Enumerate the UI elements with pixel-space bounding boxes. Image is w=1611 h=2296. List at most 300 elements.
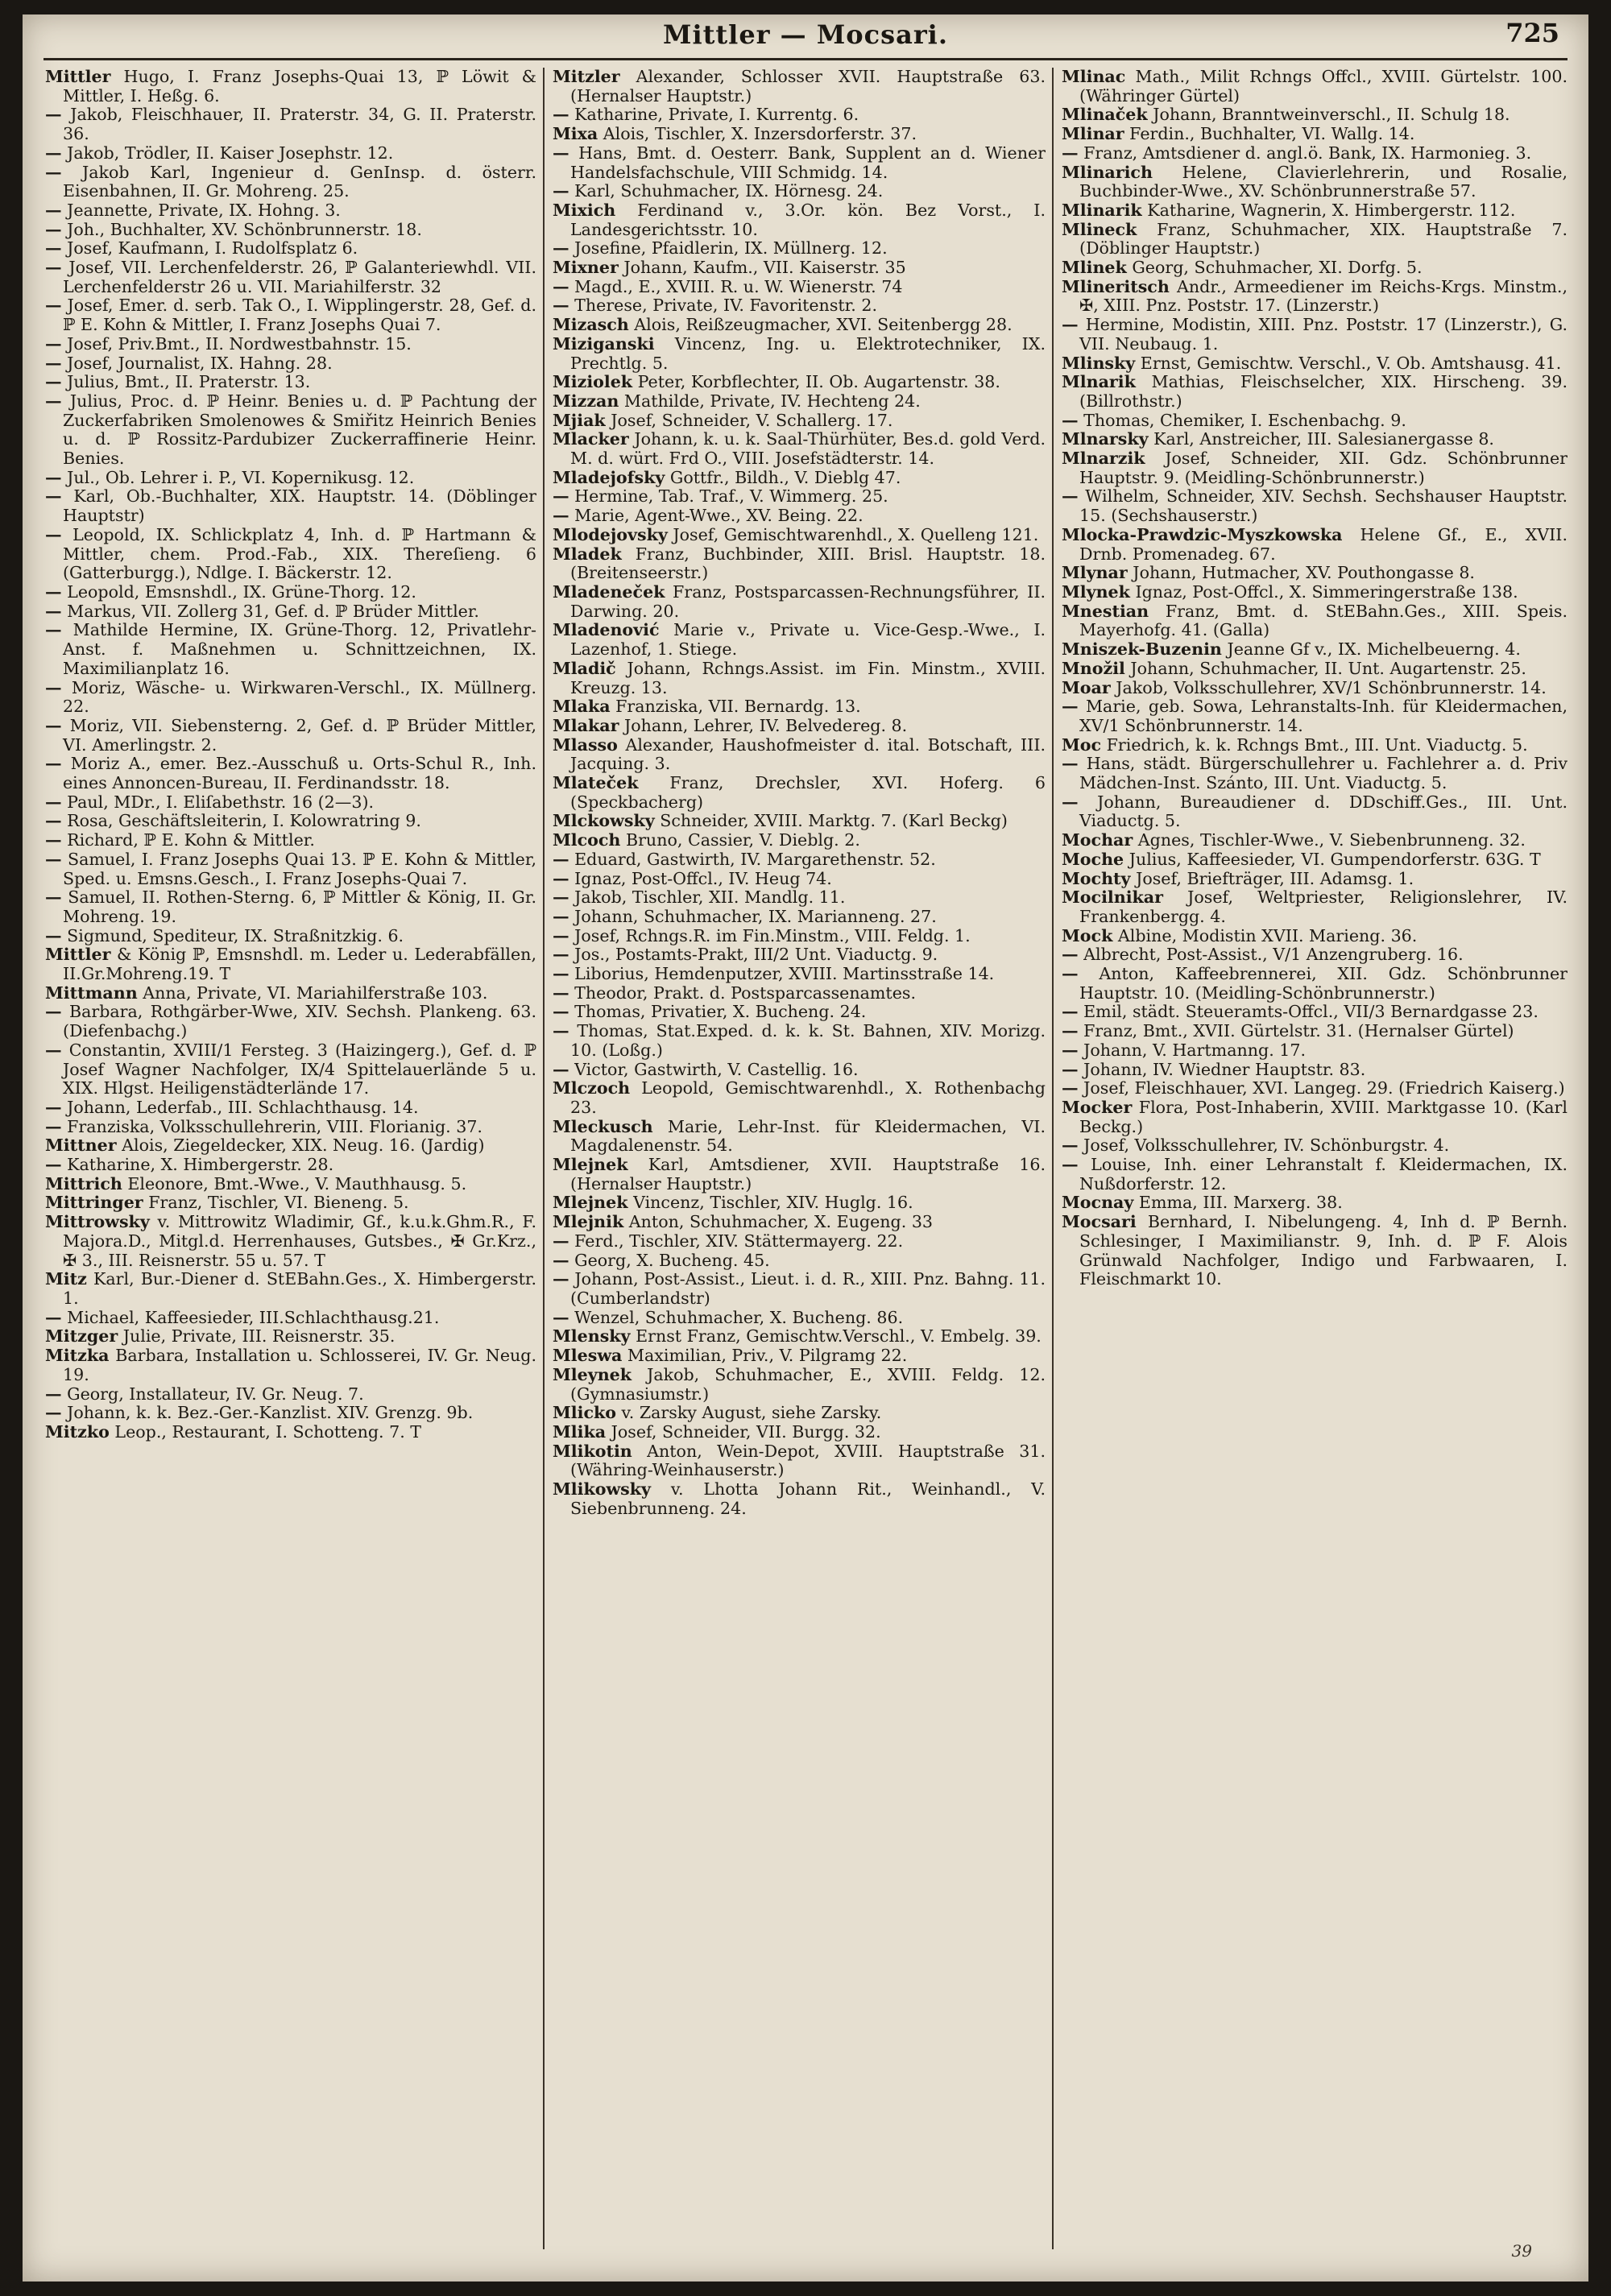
- entry-text: Maximilian, Priv., V. Pilgramg 22.: [622, 1346, 908, 1366]
- entry-text: Bernhard, I. Nibelungeng. 4, Inh d. ℙ Bernh. Schlesinger, I Maximilianstr. 9, Inh. d. ℙ F. Alois Grünwald Nachfolger, Indigo und Farbwaaren, I. Fleischmarkt 10.: [1079, 1212, 1568, 1289]
- entry-text: Moriz A., emer. Bez.-Ausschuß u. Orts-Schul R., Inh. eines Annoncen-Bureau, II. Ferdinandsstr. 18.: [61, 754, 536, 793]
- directory-entry: [45, 812, 536, 831]
- directory-entry: [45, 335, 536, 354]
- directory-entry: [553, 583, 1046, 621]
- entry-text: v. Mittrowitz Wladimir, Gf., k.u.k.Ghm.R., F. Majora.D., Mitgl.d. Herrenhauses, Gutsbes., ✠ Gr.Krz., ✠ 3., III. Reisnerstr. 55 u. 57. T: [63, 1212, 536, 1270]
- entry-text: Johann, Schuhmacher, II. Unt. Augartenstr. 25.: [1124, 658, 1526, 678]
- entry-text: Magd., E., XVIII. R. u. W. Wienerstr. 74: [569, 276, 903, 296]
- entry-text: Josef, VII. Lerchenfelderstr. 26, ℙ Galanteriewhdl. VII. Lerchenfelderstr 26 u. VII. Mariahilferstr. 32: [61, 258, 536, 296]
- entry-text: Jakob Karl, Ingenieur d. GenInsp. d. österr. Eisenbahnen, II. Gr. Mohreng. 25.: [61, 162, 536, 201]
- directory-entry: [553, 105, 1046, 125]
- entry-text: Franziska, Volksschullehrerin, VIII. Florianig. 37.: [61, 1116, 482, 1136]
- directory-entry: [553, 1270, 1046, 1308]
- entry-text: Anton, Schuhmacher, X. Eugeng. 33: [623, 1212, 934, 1232]
- entry-headword: Mlakar: [553, 715, 619, 735]
- directory-entry: [1062, 965, 1568, 1003]
- directory-entry: [1062, 221, 1568, 259]
- entry-headword: —: [1062, 1059, 1079, 1079]
- entry-headword: Mleswa: [553, 1346, 623, 1366]
- directory-entry: [1062, 755, 1568, 792]
- entry-text: Wilhelm, Schneider, XIV. Sechsh. Sechshauser Hauptstr. 15. (Sechshauserstr.): [1078, 486, 1568, 526]
- entry-headword: —: [45, 162, 62, 182]
- directory-entry: [45, 354, 536, 374]
- directory-entry: [45, 583, 536, 602]
- entry-headword: —: [45, 715, 62, 735]
- column-divider: [543, 68, 545, 2249]
- directory-entry: [1062, 526, 1568, 564]
- directory-entry: [1062, 1156, 1568, 1194]
- directory-entry: [45, 296, 536, 334]
- entry-text: Theodor, Prakt. d. Postsparcassenamtes.: [569, 983, 917, 1003]
- entry-text: Marie v., Private u. Vice-Gesp.-Wwe., I. Lazenhof, 1. Stiege.: [570, 620, 1046, 660]
- directory-entry: [45, 221, 536, 240]
- directory-entry: [553, 412, 1046, 431]
- entry-text: Moriz, Wäsche- u. Wirkwaren-Verschl., IX. Müllnerg. 22.: [61, 677, 536, 717]
- entry-text: Franz, Postsparcassen-Rechnungsführer, II. Darwing. 20.: [570, 581, 1046, 621]
- entry-text: Mathias, Fleischselcher, XIX. Hirscheng. 39. (Billrothstr.): [1079, 372, 1568, 411]
- directory-entry: [45, 105, 536, 143]
- entry-text: v. Zarsky August, siehe Zarsky.: [616, 1403, 882, 1423]
- directory-entry: [553, 660, 1046, 697]
- entry-text: Franz, Bmt. d. StEBahn.Ges., XIII. Speis. Mayerhofg. 41. (Galla): [1079, 601, 1568, 640]
- entry-headword: Mlcoch: [553, 830, 621, 850]
- entry-text: Anton, Wein-Depot, XVIII. Hauptstraße 31. (Währing-Weinhauserstr.): [570, 1441, 1046, 1480]
- entry-text: Helene, Clavierlehrerin, und Rosalie, Buchbinder-Wwe., XV. Schönbrunnerstraße 57.: [1079, 162, 1568, 201]
- directory-entry: [45, 888, 536, 926]
- entry-text: Karl, Schuhmacher, IX. Hörnesg. 24.: [569, 181, 884, 201]
- entry-headword: Mlinaček: [1062, 105, 1148, 125]
- entry-headword: Mlejnek: [553, 1155, 628, 1175]
- entry-headword: —: [45, 1403, 62, 1423]
- directory-entry: [45, 201, 536, 221]
- directory-entry: [45, 793, 536, 813]
- entry-headword: —: [1062, 486, 1079, 507]
- entry-headword: Moc: [1062, 734, 1102, 755]
- entry-text: Franz, Tischler, VI. Bieneng. 5.: [143, 1193, 409, 1213]
- entry-text: Hermine, Modistin, XIII. Pnz. Poststr. 17 (Linzerstr.), G. VII. Neubaug. 1.: [1078, 315, 1568, 354]
- entry-text: Johann, Schuhmacher, IX. Marianneng. 27.: [569, 906, 937, 926]
- directory-entry: [45, 1423, 536, 1442]
- entry-headword: Mlineritsch: [1062, 276, 1170, 296]
- entry-headword: Moar: [1062, 677, 1111, 697]
- entry-text: Samuel, II. Rothen-Sterng. 6, ℙ Mittler & König, II. Gr. Mohreng. 19.: [61, 887, 536, 926]
- directory-entry: [1062, 1098, 1568, 1136]
- directory-entry: [1062, 660, 1568, 679]
- directory-entry: [45, 1136, 536, 1156]
- entry-text: Katharine, Private, I. Kurrentg. 6.: [569, 105, 859, 125]
- entry-text: Georg, X. Bucheng. 45.: [569, 1250, 770, 1270]
- entry-text: Jakob, Trödler, II. Kaiser Josephstr. 12.: [61, 143, 394, 163]
- entry-text: Johann, Lehrer, IV. Belvedereg. 8.: [619, 715, 908, 735]
- directory-entry: [553, 296, 1046, 316]
- entry-headword: —: [553, 181, 569, 201]
- column-divider: [1052, 68, 1054, 2249]
- entry-text: Franz, Bmt., XVII. Gürtelstr. 31. (Hernalser Gürtel): [1078, 1021, 1514, 1041]
- entry-headword: —: [553, 1269, 569, 1289]
- entry-headword: Mlasso: [553, 734, 618, 755]
- directory-entry: [553, 945, 1046, 965]
- directory-column-3: [1062, 68, 1568, 2232]
- directory-entry: [45, 1098, 536, 1118]
- entry-headword: —: [45, 925, 62, 945]
- entry-text: Josef, Weltpriester, Religionslehrer, IV. Frankenbergg. 4.: [1079, 887, 1568, 926]
- directory-entry: [1062, 1041, 1568, 1061]
- entry-headword: —: [45, 887, 62, 908]
- entry-headword: —: [45, 620, 62, 640]
- directory-entry: [45, 1003, 536, 1040]
- entry-text: Julius, Kaffeesieder, VI. Gumpendorferstr. 63G. T: [1124, 849, 1541, 869]
- directory-entry: [553, 1442, 1046, 1480]
- directory-entry: [1062, 1079, 1568, 1098]
- entry-text: Franz, Drechsler, XVI. Hoferg. 6 (Speckbacherg): [570, 773, 1046, 812]
- entry-headword: —: [1062, 1040, 1079, 1060]
- entry-text: Franz, Amtsdiener d. angl.ö. Bank, IX. Harmonieg. 3.: [1078, 143, 1532, 163]
- directory-entry: [1062, 850, 1568, 870]
- entry-headword: —: [553, 1250, 569, 1270]
- entry-headword: —: [45, 296, 62, 316]
- directory-entry: [553, 239, 1046, 259]
- directory-entry: [1062, 354, 1568, 374]
- directory-entry: [1062, 125, 1568, 144]
- directory-entry: [45, 373, 536, 392]
- directory-entry: [45, 1347, 536, 1384]
- directory-entry: [1062, 144, 1568, 163]
- entry-text: Rosa, Geschäftsleiterin, I. Kolowratring 9.: [61, 811, 421, 831]
- entry-headword: Mixich: [553, 200, 616, 220]
- entry-headword: —: [553, 486, 569, 507]
- entry-text: Jeanne Gf v., IX. Michelbeuerng. 4.: [1221, 639, 1521, 660]
- entry-text: Josefine, Pfaidlerin, IX. Müllnerg. 12.: [569, 238, 888, 259]
- directory-entry: [45, 602, 536, 622]
- entry-headword: Mjiak: [553, 410, 606, 430]
- entry-headword: Mlikowsky: [553, 1479, 652, 1500]
- entry-headword: —: [45, 677, 62, 697]
- footer-mark: 39: [1511, 2241, 1532, 2261]
- entry-text: Franz, Schuhmacher, XIX. Hauptstraße 7. (Döblinger Hauptstr.): [1079, 219, 1568, 259]
- entry-headword: Mlaka: [553, 697, 611, 717]
- entry-text: Johann, k. u. k. Saal-Thürhüter, Bes.d. gold Verd. M. d. würt. Frd O., VIII. Josefstädterstr. 14.: [570, 429, 1046, 469]
- directory-entry: [45, 1385, 536, 1404]
- directory-entry: [553, 182, 1046, 201]
- entry-text: Barbara, Installation u. Schlosserei, IV. Gr. Neug. 19.: [63, 1346, 536, 1384]
- entry-headword: —: [1062, 792, 1079, 812]
- entry-headword: Mleynek: [553, 1364, 632, 1384]
- page-number: 725: [1505, 18, 1559, 48]
- entry-headword: Mlynar: [1062, 563, 1128, 583]
- entry-headword: Mlczoch: [553, 1078, 631, 1098]
- entry-headword: Mlckowsky: [553, 811, 655, 831]
- entry-headword: Mlinarik: [1062, 200, 1142, 220]
- directory-entry: [553, 850, 1046, 870]
- directory-entry: [553, 1213, 1046, 1232]
- entry-text: Georg, Schuhmacher, XI. Dorfg. 5.: [1126, 258, 1423, 278]
- entry-text: Joh., Buchhalter, XV. Schönbrunnerstr. 18.: [61, 219, 422, 239]
- directory-entry: [553, 259, 1046, 278]
- entry-text: Karl, Anstreicher, III. Salesianergasse 8.: [1148, 429, 1494, 449]
- directory-entry: [1062, 640, 1568, 660]
- entry-headword: —: [45, 792, 62, 812]
- entry-headword: Mlateček: [553, 773, 639, 793]
- directory-entry: [1062, 487, 1568, 525]
- entry-text: Marie, Agent-Wwe., XV. Being. 22.: [569, 506, 863, 526]
- entry-headword: —: [1062, 1021, 1079, 1041]
- entry-headword: —: [1062, 1155, 1079, 1175]
- directory-entry: [45, 1213, 536, 1270]
- directory-entry: [45, 1118, 536, 1137]
- directory-column-1: [45, 68, 536, 2232]
- entry-headword: Mitzka: [45, 1346, 110, 1366]
- entry-headword: Mlensky: [553, 1326, 631, 1347]
- directory-entry: [553, 1118, 1046, 1156]
- entry-headword: —: [45, 391, 62, 411]
- entry-headword: —: [553, 1002, 569, 1022]
- directory-entry: [45, 945, 536, 983]
- entry-headword: Mlinsky: [1062, 353, 1136, 373]
- entry-headword: —: [45, 486, 62, 507]
- directory-entry: [553, 469, 1046, 488]
- entry-headword: Mlocka-Prawdzic-Myszkowska: [1062, 524, 1343, 544]
- directory-entry: [45, 469, 536, 488]
- entry-text: Anton, Kaffeebrennerei, XII. Gdz. Schönbrunner Hauptstr. 10. (Meidling-Schönbrunnerstr.): [1078, 964, 1568, 1003]
- entry-headword: Mniszek-Buzenin: [1062, 639, 1222, 660]
- entry-text: Josef, Schneider, XII. Gdz. Schönbrunner Hauptstr. 9. (Meidling-Schönbrunnerstr.): [1079, 449, 1568, 487]
- entry-headword: Mlynek: [1062, 581, 1130, 602]
- directory-entry: [553, 1194, 1046, 1213]
- entry-headword: Mlacker: [553, 429, 629, 449]
- entry-headword: —: [45, 601, 62, 621]
- directory-entry: [553, 1061, 1046, 1080]
- entry-text: Emil, städt. Steueramts-Offcl., VII/3 Bernardgasse 23.: [1078, 1002, 1539, 1022]
- entry-text: Wenzel, Schuhmacher, X. Bucheng. 86.: [569, 1307, 904, 1327]
- entry-text: Alois, Tischler, X. Inzersdorferstr. 37.: [598, 124, 917, 144]
- directory-entry: [1062, 373, 1568, 411]
- directory-entry: [1062, 278, 1568, 316]
- directory-entry: [45, 1327, 536, 1347]
- entry-text: Johann, Hutmacher, XV. Pouthongasse 8.: [1127, 563, 1475, 583]
- entry-text: Thomas, Chemiker, I. Eschenbachg. 9.: [1078, 410, 1406, 430]
- directory-entry: [1062, 564, 1568, 583]
- entry-headword: —: [45, 1002, 62, 1022]
- directory-entry: [45, 392, 536, 469]
- directory-entry: [1062, 583, 1568, 602]
- entry-headword: Mlinac: [1062, 68, 1126, 86]
- directory-entry: [1062, 1003, 1568, 1022]
- entry-headword: —: [1062, 754, 1079, 774]
- entry-headword: —: [45, 353, 62, 373]
- entry-headword: Mittner: [45, 1136, 117, 1156]
- directory-entry: [553, 1309, 1046, 1328]
- entry-headword: Mlikotin: [553, 1441, 632, 1461]
- directory-entry: [1062, 1061, 1568, 1080]
- entry-headword: —: [45, 811, 62, 831]
- entry-headword: Mlinek: [1062, 258, 1127, 278]
- entry-headword: —: [553, 1231, 569, 1251]
- directory-entry: [45, 144, 536, 163]
- directory-entry: [553, 430, 1046, 468]
- directory-entry: [1062, 316, 1568, 354]
- entry-headword: —: [1062, 964, 1079, 984]
- directory-entry: [553, 545, 1046, 583]
- entry-text: Thomas, Stat.Exped. d. k. k. St. Bahnen, XIV. Morizg. 10. (Loßg.): [569, 1021, 1046, 1060]
- entry-headword: —: [45, 754, 62, 774]
- entry-headword: —: [45, 1155, 62, 1175]
- entry-headword: —: [553, 276, 569, 296]
- entry-text: Georg, Installateur, IV. Gr. Neug. 7.: [61, 1384, 364, 1404]
- entry-headword: —: [1062, 410, 1079, 430]
- entry-text: Karl, Ob.-Buchhalter, XIX. Hauptstr. 14. (Döblinger Hauptstr): [61, 486, 536, 526]
- entry-text: Jakob, Volksschullehrer, XV/1 Schönbrunnerstr. 14.: [1110, 677, 1547, 697]
- entry-text: Alois, Reißzeugmacher, XVI. Seitenbergg 28.: [628, 315, 1013, 335]
- directory-entry: [45, 679, 536, 717]
- directory-entry: [1062, 412, 1568, 431]
- entry-headword: —: [45, 1384, 62, 1404]
- entry-text: Johann, IV. Wiedner Hauptstr. 83.: [1078, 1059, 1366, 1079]
- entry-headword: Mittringer: [45, 1193, 143, 1213]
- entry-text: Johann, Bureaudiener d. DDschiff.Ges., III. Unt. Viaductg. 5.: [1078, 792, 1568, 831]
- entry-text: Leopold, Gemischtwarenhdl., X. Rothenbachg 23.: [570, 1078, 1046, 1117]
- entry-headword: —: [1062, 1078, 1079, 1098]
- directory-entry: [45, 526, 536, 583]
- entry-headword: Mlejnik: [553, 1212, 624, 1232]
- directory-entry: [553, 1022, 1046, 1060]
- entry-headword: Mlejnek: [553, 1193, 628, 1213]
- entry-text: Josef, Kaufmann, I. Rudolfsplatz 6.: [61, 238, 358, 259]
- entry-headword: Mlinar: [1062, 124, 1124, 144]
- entry-text: Ignaz, Post-Offcl., X. Simmeringerstraße 138.: [1129, 581, 1518, 602]
- entry-text: Schneider, XVIII. Marktg. 7. (Karl Beckg): [654, 811, 1008, 831]
- directory-entry: [553, 335, 1046, 373]
- entry-text: Moriz, VII. Siebensterng. 2, Gef. d. ℙ Brüder Mittler, VI. Amerlingstr. 2.: [61, 715, 536, 755]
- directory-entry: [553, 984, 1046, 1003]
- entry-headword: Mittler: [45, 68, 111, 86]
- entry-headword: Mizzan: [553, 391, 619, 411]
- entry-text: Marie, geb. Sowa, Lehranstalts-Inh. für Kleidermachen, XV/1 Schönbrunnerstr. 14.: [1078, 697, 1568, 735]
- entry-headword: Moche: [1062, 849, 1124, 869]
- entry-headword: —: [1062, 1002, 1079, 1022]
- entry-text: Sigmund, Spediteur, IX. Straßnitzkig. 6.: [61, 925, 404, 945]
- directory-entry: [1062, 870, 1568, 889]
- entry-headword: Mladenović: [553, 620, 660, 640]
- entry-text: Johann, Lederfab., III. Schlachthausg. 14.: [61, 1097, 419, 1117]
- entry-text: Leopold, IX. Schlickplatz 4, Inh. d. ℙ Hartmann & Mittler, chem. Prod.-Fab., XIX. Thereſieng. 6 (Gatterburgg.), Ndlge. I. Bäckerstr. 12.: [61, 524, 536, 583]
- directory-entry: [45, 850, 536, 888]
- entry-text: Josef, Schneider, VII. Burgg. 32.: [606, 1421, 881, 1442]
- directory-entry: [1062, 1194, 1568, 1213]
- directory-entry: [553, 278, 1046, 297]
- entry-text: Bruno, Cassier, V. Dieblg. 2.: [620, 830, 860, 850]
- entry-headword: Mladeneček: [553, 581, 665, 602]
- entry-headword: —: [553, 506, 569, 526]
- entry-headword: —: [1062, 1136, 1079, 1156]
- entry-text: Julie, Private, III. Reisnerstr. 35.: [118, 1326, 396, 1347]
- entry-text: Markus, VII. Zollerg 31, Gef. d. ℙ Brüder Mittler.: [61, 601, 479, 621]
- entry-text: Karl, Amtsdiener, XVII. Hauptstraße 16. (Hernalser Hauptstr.): [570, 1155, 1046, 1194]
- directory-entry: [1062, 1136, 1568, 1156]
- directory-entry: [553, 908, 1046, 927]
- entry-text: Andr., Armeediener im Reichs-Krgs. Minstm., ✠, XIII. Pnz. Poststr. 17. (Linzerstr.): [1079, 276, 1568, 316]
- directory-entry: [45, 831, 536, 850]
- entry-headword: —: [553, 238, 569, 259]
- entry-text: Ferdin., Buchhalter, VI. Wallg. 14.: [1124, 124, 1415, 144]
- entry-headword: —: [553, 906, 569, 926]
- directory-entry: [553, 812, 1046, 831]
- entry-headword: —: [553, 143, 569, 163]
- entry-headword: —: [45, 143, 62, 163]
- entry-text: Karl, Bur.-Diener d. StEBahn.Ges., X. Himbergerstr. 1.: [63, 1269, 536, 1308]
- entry-headword: —: [45, 581, 62, 602]
- directory-entry: [45, 1156, 536, 1175]
- entry-text: Mathilde Hermine, IX. Grüne-Thorg. 12, Privatlehr-Anst. f. Maßnehmen u. Schnittzeichnen, IX. Maximilianplatz 16.: [61, 620, 536, 678]
- entry-headword: Mlnarik: [1062, 372, 1136, 392]
- entry-headword: Mixa: [553, 124, 598, 144]
- entry-headword: —: [553, 887, 569, 908]
- entry-headword: —: [1062, 697, 1079, 717]
- directory-entry: [553, 316, 1046, 335]
- directory-entry: [45, 1041, 536, 1098]
- entry-headword: —: [553, 1021, 569, 1041]
- entry-text: Therese, Private, IV. Favoritenstr. 2.: [569, 296, 877, 316]
- entry-headword: —: [553, 105, 569, 125]
- entry-text: Josef, Journalist, IX. Hahng. 28.: [61, 353, 333, 373]
- entry-text: Ferd., Tischler, XIV. Stättermayerg. 22.: [569, 1231, 904, 1251]
- entry-headword: Mocsari: [1062, 1212, 1137, 1232]
- entry-text: Jakob, Schuhmacher, E., XVIII. Feldg. 12. (Gymnasiumstr.): [570, 1364, 1046, 1404]
- directory-page: [23, 14, 1588, 2282]
- directory-entry: [1062, 449, 1568, 487]
- entry-headword: —: [45, 105, 62, 125]
- entry-headword: —: [553, 868, 569, 888]
- directory-entry: [1062, 1213, 1568, 1289]
- directory-entry: [1062, 105, 1568, 125]
- entry-headword: Mock: [1062, 925, 1113, 945]
- entry-text: Franziska, VII. Bernardg. 13.: [610, 697, 861, 717]
- entry-text: Agnes, Tischler-Wwe., V. Siebenbrunneng. 32.: [1133, 830, 1526, 850]
- entry-text: Anna, Private, VI. Mariahilferstraße 103.: [137, 983, 488, 1003]
- entry-headword: Mittrowsky: [45, 1212, 150, 1232]
- directory-entry: [1062, 736, 1568, 755]
- directory-entry: [45, 1175, 536, 1194]
- entry-headword: —: [45, 258, 62, 278]
- entry-text: Helene Gf., E., XVII. Drnb. Promenadeg. 67.: [1079, 524, 1568, 564]
- entry-text: Johann, Branntweinverschl., II. Schulg 18.: [1147, 105, 1510, 125]
- directory-entry: [553, 1423, 1046, 1442]
- entry-headword: Mittler: [45, 945, 111, 965]
- directory-entry: [553, 1347, 1046, 1366]
- directory-entry: [1062, 793, 1568, 831]
- directory-entry: [45, 487, 536, 525]
- directory-entry: [45, 717, 536, 755]
- directory-entry: [45, 163, 536, 201]
- entry-headword: Mocnay: [1062, 1193, 1134, 1213]
- directory-entry: [553, 487, 1046, 507]
- entry-headword: Mittrich: [45, 1173, 122, 1194]
- entry-text: Johann, Kaufm., VII. Kaiserstr. 35: [618, 258, 906, 278]
- directory-entry: [1062, 201, 1568, 221]
- entry-headword: —: [45, 1040, 62, 1060]
- entry-text: Katharine, X. Himbergerstr. 28.: [61, 1155, 334, 1175]
- entry-headword: —: [553, 964, 569, 984]
- directory-entry: [1062, 888, 1568, 926]
- directory-entry: [1062, 927, 1568, 946]
- entry-text: Louise, Inh. einer Lehranstalt f. Kleidermachen, IX. Nußdorferstr. 12.: [1078, 1155, 1568, 1194]
- entry-headword: —: [45, 849, 62, 869]
- entry-headword: Mitzko: [45, 1421, 110, 1442]
- entry-text: Hans, städt. Bürgerschullehrer u. Fachlehrer a. d. Priv Mädchen-Inst. Szánto, III. Unt. Viaductg. 5.: [1078, 754, 1568, 793]
- entry-headword: —: [45, 467, 62, 487]
- directory-entry: [553, 965, 1046, 984]
- entry-headword: —: [1062, 143, 1079, 163]
- entry-text: Johann, k. k. Bez.-Ger.-Kanzlist. XIV. Grenzg. 9b.: [61, 1403, 474, 1423]
